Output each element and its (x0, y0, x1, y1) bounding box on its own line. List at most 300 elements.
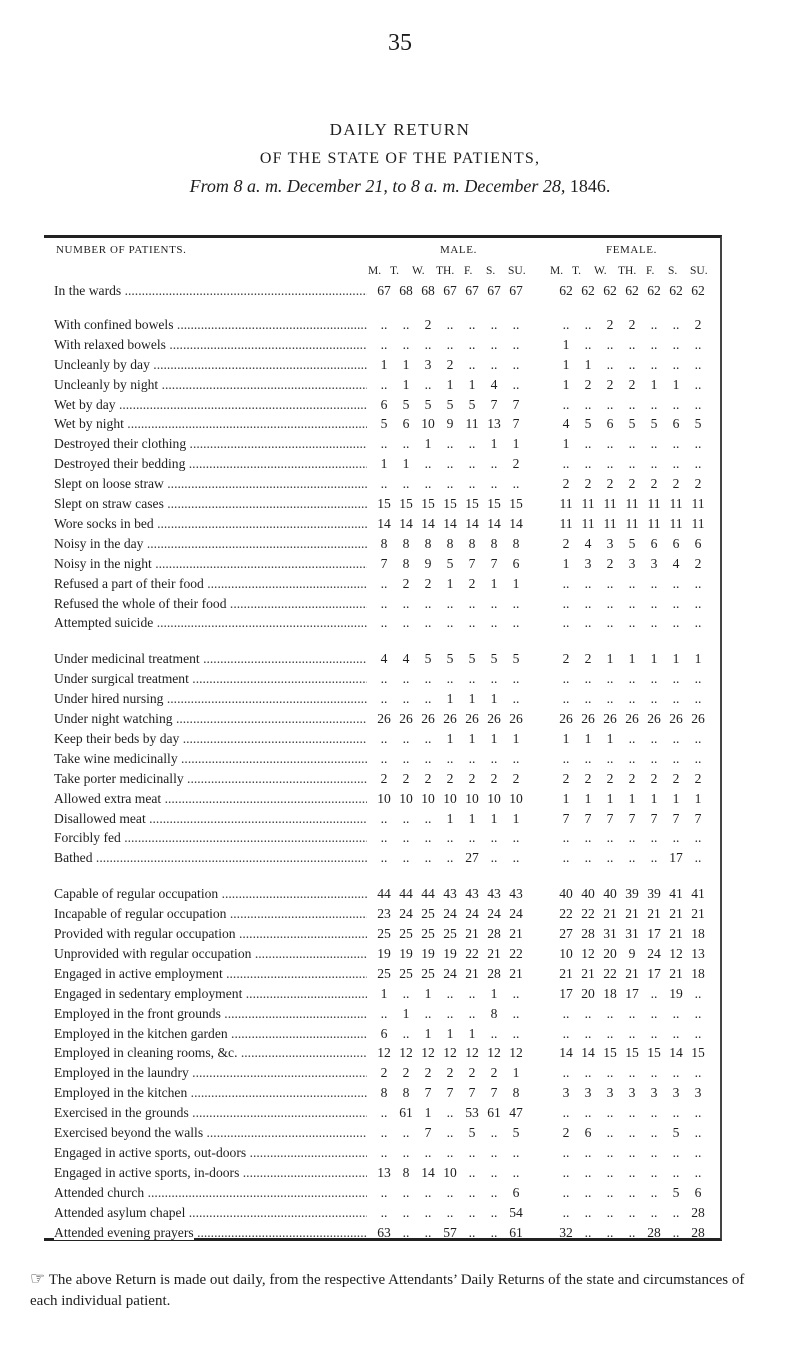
male-cell: 1 (424, 985, 432, 1001)
female-cell: 2 (672, 476, 680, 492)
female-cell: .. (672, 730, 680, 746)
female-cell: 2 (628, 476, 636, 492)
male-cell: 7 (512, 416, 520, 432)
male-cell: 1 (402, 456, 410, 472)
female-cell: 31 (603, 926, 617, 941)
male-day-header: SU. (508, 265, 526, 277)
row-label: Refused the whole of their food (54, 595, 227, 611)
female-cell: .. (584, 830, 592, 846)
female-cell: .. (606, 1144, 614, 1160)
female-cell: .. (584, 615, 592, 631)
female-cell: 1 (562, 336, 570, 352)
male-cell: .. (446, 830, 454, 846)
female-cell: 1 (584, 730, 592, 746)
female-cell: .. (584, 1164, 592, 1180)
male-cell: 24 (399, 906, 413, 922)
title-daily-return: DAILY RETURN (329, 120, 471, 139)
male-cell: 26 (421, 711, 435, 726)
female-cell: .. (694, 615, 702, 631)
female-cell: .. (606, 750, 614, 766)
female-cell: .. (650, 436, 658, 452)
male-cell: .. (468, 595, 476, 611)
male-cell: 1 (512, 1065, 520, 1081)
male-cell: 8 (424, 535, 432, 551)
male-cell: 26 (509, 711, 523, 726)
female-cell: .. (672, 356, 680, 372)
female-cell: 2 (628, 316, 636, 332)
female-cell: .. (672, 750, 680, 766)
female-cell: .. (584, 396, 592, 412)
female-cell: .. (628, 691, 636, 707)
male-cell: 3 (424, 356, 432, 372)
female-cell: 3 (628, 1085, 636, 1101)
male-cell: 8 (402, 1085, 410, 1101)
row-label: Noisy in the day (54, 535, 144, 551)
female-cell: .. (562, 1204, 570, 1220)
male-cell: .. (512, 336, 520, 352)
male-cell: .. (402, 595, 410, 611)
male-cell: .. (380, 1125, 388, 1140)
female-cell: 3 (606, 1085, 614, 1101)
male-cell: 8 (402, 1164, 410, 1180)
male-cell: 12 (421, 1045, 435, 1061)
male-cell: 1 (446, 1025, 454, 1041)
male-cell: 8 (468, 535, 476, 551)
female-cell: .. (672, 1144, 680, 1160)
male-cell: .. (512, 595, 520, 611)
female-cell: 2 (562, 770, 570, 786)
male-cell: .. (468, 316, 476, 332)
female-cell: .. (672, 691, 680, 707)
female-cell: .. (694, 1144, 702, 1160)
female-cell: 3 (584, 555, 592, 571)
male-cell: .. (446, 1105, 454, 1121)
male-cell: .. (424, 456, 432, 472)
male-cell: .. (512, 691, 520, 707)
male-cell: .. (490, 830, 498, 846)
female-cell: .. (584, 691, 592, 707)
male-cell: 7 (490, 1085, 498, 1101)
female-cell: .. (650, 1025, 658, 1041)
female-cell: .. (584, 575, 592, 591)
title-state-of-patients: OF THE STATE OF THE PATIENTS, (259, 150, 541, 167)
male-cell: .. (490, 750, 498, 766)
row-label: Attended asylum chapel (54, 1204, 186, 1220)
male-cell: 2 (380, 770, 388, 786)
male-cell: .. (424, 730, 432, 746)
male-cell: 2 (424, 1065, 432, 1081)
female-cell: 22 (559, 906, 573, 922)
male-cell: 15 (465, 496, 479, 511)
female-cell: 15 (647, 1045, 661, 1061)
male-cell: .. (446, 750, 454, 766)
female-cell: 5 (650, 416, 658, 432)
female-cell: 14 (581, 1045, 595, 1061)
female-cell: .. (606, 691, 614, 707)
female-cell: 7 (672, 810, 680, 826)
female-cell: 2 (650, 770, 658, 786)
male-cell: .. (424, 1184, 432, 1200)
row-label: Engaged in active sports, in-doors (54, 1164, 240, 1180)
male-cell: .. (490, 1125, 498, 1140)
female-day-header: S. (668, 265, 678, 277)
female-cell: 1 (606, 651, 614, 667)
female-cell: .. (672, 1025, 680, 1041)
female-cell: .. (628, 356, 636, 372)
female-cell: .. (694, 376, 702, 392)
female-cell: .. (584, 850, 592, 866)
male-cell: 1 (446, 730, 454, 746)
male-cell: 4 (402, 651, 410, 667)
male-cell: 14 (443, 515, 457, 531)
female-cell: .. (628, 1224, 636, 1240)
male-cell: .. (468, 1184, 476, 1200)
female-cell: 5 (694, 416, 702, 432)
female-cell: .. (562, 850, 570, 866)
male-cell: .. (446, 671, 454, 687)
female-cell: 20 (581, 985, 595, 1001)
female-cell: 11 (691, 515, 705, 531)
male-cell: 54 (509, 1204, 523, 1220)
male-cell: 25 (421, 965, 435, 981)
male-cell: 1 (512, 730, 520, 746)
female-cell: .. (606, 336, 614, 352)
female-cell: 21 (669, 926, 683, 941)
male-cell: 10 (443, 790, 457, 806)
row-label: Keep their beds by day (54, 730, 180, 746)
female-cell: 2 (562, 1125, 570, 1140)
male-cell: .. (424, 476, 432, 492)
female-cell: 7 (628, 810, 636, 826)
male-cell: 14 (465, 515, 479, 531)
male-cell: 43 (443, 886, 457, 902)
female-cell: 2 (606, 555, 614, 571)
male-cell: 24 (487, 906, 501, 922)
female-cell: .. (628, 1164, 636, 1180)
row-label: Engaged in active employment (54, 965, 223, 981)
female-cell: .. (672, 1164, 680, 1180)
male-cell: 6 (380, 1025, 388, 1041)
female-cell: 7 (650, 810, 658, 826)
male-cell: .. (468, 476, 476, 492)
male-cell: 25 (399, 965, 413, 981)
row-label: Uncleanly by night (54, 376, 159, 392)
male-cell: 10 (487, 790, 501, 806)
male-cell: .. (512, 750, 520, 766)
male-cell: 8 (380, 1085, 388, 1101)
male-day-header: W. (412, 265, 425, 277)
male-cell: .. (446, 615, 454, 631)
female-cell: .. (628, 830, 636, 846)
female-cell: 21 (625, 906, 639, 922)
date-end: 8 a. m. December 28, (410, 176, 566, 196)
female-cell: .. (650, 750, 658, 766)
female-cell: .. (672, 1065, 680, 1081)
header-male: MALE. (440, 244, 477, 256)
female-cell: .. (672, 436, 680, 452)
female-cell: .. (562, 830, 570, 846)
female-cell: .. (694, 356, 702, 372)
female-cell: .. (606, 436, 614, 452)
female-cell: 7 (694, 810, 702, 826)
row-label: Wet by day (54, 396, 116, 412)
female-cell: 2 (584, 770, 592, 786)
male-cell: .. (424, 1144, 432, 1160)
male-cell: .. (490, 1164, 498, 1180)
male-cell: .. (402, 615, 410, 631)
female-cell: .. (628, 1105, 636, 1121)
female-cell: 26 (581, 711, 595, 726)
female-cell: .. (584, 1144, 592, 1160)
male-cell: 44 (399, 886, 413, 902)
female-cell: .. (562, 1065, 570, 1081)
female-cell: 62 (603, 283, 617, 298)
female-cell: .. (672, 396, 680, 412)
male-cell: 1 (446, 691, 454, 707)
female-cell: .. (694, 1025, 702, 1041)
female-cell: .. (650, 595, 658, 611)
row-label: Uncleanly by day (54, 356, 150, 372)
male-cell: 15 (421, 496, 435, 511)
male-cell: 25 (377, 926, 391, 941)
male-cell: 13 (487, 416, 501, 432)
male-cell: .. (380, 671, 388, 687)
male-cell: .. (512, 1144, 520, 1160)
row-label: With relaxed bowels (54, 336, 166, 352)
male-cell: .. (402, 750, 410, 766)
female-cell: .. (628, 1025, 636, 1041)
female-cell: .. (584, 1025, 592, 1041)
female-cell: 2 (694, 476, 702, 492)
female-cell: .. (606, 356, 614, 372)
female-cell: .. (584, 1065, 592, 1081)
male-cell: 67 (487, 283, 501, 298)
male-cell: 2 (490, 1065, 498, 1081)
male-cell: .. (380, 750, 388, 766)
male-cell: 13 (377, 1164, 391, 1180)
male-cell: .. (446, 850, 454, 866)
female-cell: .. (628, 595, 636, 611)
male-cell: 7 (380, 555, 388, 571)
male-cell: .. (468, 985, 476, 1001)
female-cell: 9 (628, 945, 636, 961)
female-cell: .. (672, 575, 680, 591)
male-cell: 61 (509, 1224, 523, 1240)
female-cell: 13 (691, 945, 705, 961)
row-label: Employed in cleaning rooms, &c. (54, 1045, 238, 1061)
female-cell: .. (562, 615, 570, 631)
row-label: Attended church (54, 1184, 145, 1200)
female-cell: .. (650, 1144, 658, 1160)
female-cell: 6 (650, 535, 658, 551)
female-cell: .. (694, 750, 702, 766)
female-cell: 21 (625, 965, 639, 981)
header-number-of-patients: NUMBER OF PATIENTS. (56, 244, 187, 256)
male-cell: .. (402, 336, 410, 352)
page-number: 35 (388, 30, 412, 56)
male-cell: .. (446, 1144, 454, 1160)
male-cell: 23 (377, 906, 391, 922)
male-cell: .. (446, 336, 454, 352)
male-cell: .. (468, 456, 476, 472)
male-cell: 8 (512, 1085, 520, 1101)
male-cell: 6 (402, 416, 410, 432)
male-cell: 57 (443, 1224, 457, 1240)
female-cell: .. (606, 1105, 614, 1121)
male-cell: 26 (465, 711, 479, 726)
female-cell: .. (694, 336, 702, 352)
male-cell: 25 (443, 926, 457, 941)
male-cell: 5 (446, 396, 454, 412)
female-cell: .. (606, 456, 614, 472)
female-cell: 21 (603, 906, 617, 922)
row-label: Exercised in the grounds (54, 1105, 189, 1121)
female-cell: .. (584, 671, 592, 687)
female-cell: .. (650, 456, 658, 472)
male-cell: .. (468, 336, 476, 352)
female-cell: .. (672, 456, 680, 472)
female-cell: 6 (694, 1184, 702, 1200)
male-cell: 67 (509, 283, 523, 298)
male-cell: 5 (468, 396, 476, 412)
male-cell: 1 (490, 575, 498, 591)
female-cell: 62 (559, 283, 573, 298)
male-cell: .. (490, 850, 498, 866)
male-cell: 1 (402, 1005, 410, 1021)
male-cell: 1 (468, 376, 476, 392)
male-cell: 12 (377, 1045, 391, 1061)
male-cell: 19 (399, 945, 413, 961)
female-cell: 1 (606, 790, 614, 806)
female-cell: 6 (694, 535, 702, 551)
male-cell: 8 (402, 555, 410, 571)
female-cell: 1 (650, 790, 658, 806)
male-cell: 5 (468, 1125, 476, 1140)
male-cell: 24 (509, 906, 523, 922)
male-cell: .. (380, 436, 388, 452)
male-cell: 2 (402, 1065, 410, 1081)
row-label: With confined bowels (54, 316, 174, 332)
female-cell: .. (606, 671, 614, 687)
male-cell: .. (490, 356, 498, 372)
male-cell: 67 (465, 283, 479, 298)
male-cell: .. (446, 1125, 454, 1140)
female-cell: 17 (647, 965, 661, 981)
female-cell: 18 (691, 965, 705, 981)
female-cell: .. (694, 830, 702, 846)
male-cell: .. (402, 316, 410, 332)
male-cell: .. (468, 356, 476, 372)
female-cell: .. (672, 1005, 680, 1021)
female-cell: 26 (669, 711, 683, 726)
female-cell: .. (694, 595, 702, 611)
male-cell: .. (380, 615, 388, 631)
female-cell: 11 (647, 515, 661, 531)
female-cell: 62 (625, 283, 639, 298)
row-label: Employed in the kitchen (54, 1085, 188, 1101)
male-cell: 5 (402, 396, 410, 412)
male-cell: 2 (512, 456, 520, 472)
male-cell: 43 (509, 886, 523, 902)
male-cell: 2 (424, 575, 432, 591)
female-cell: 2 (584, 376, 592, 392)
male-cell: 1 (446, 810, 454, 826)
male-cell: 26 (377, 711, 391, 726)
female-cell: 26 (603, 711, 617, 726)
male-cell: .. (468, 1144, 476, 1160)
male-cell: 7 (512, 396, 520, 412)
male-cell: 25 (421, 926, 435, 941)
male-cell: 7 (468, 555, 476, 571)
male-cell: 14 (399, 515, 413, 531)
female-cell: .. (628, 1005, 636, 1021)
male-cell: 63 (377, 1224, 391, 1240)
male-cell: 1 (468, 1025, 476, 1041)
female-cell: .. (694, 575, 702, 591)
male-cell: 68 (399, 283, 413, 298)
female-day-header: W. (594, 265, 607, 277)
male-cell: .. (424, 750, 432, 766)
male-cell: 4 (490, 376, 498, 392)
female-cell: .. (650, 730, 658, 746)
male-cell: 24 (443, 965, 457, 981)
female-cell: .. (650, 356, 658, 372)
female-cell: 2 (628, 770, 636, 786)
male-cell: .. (446, 476, 454, 492)
female-cell: .. (584, 1105, 592, 1121)
female-cell: .. (650, 1164, 658, 1180)
male-cell: .. (424, 1204, 432, 1220)
female-cell: 2 (628, 376, 636, 392)
female-cell: .. (694, 691, 702, 707)
male-cell: .. (424, 830, 432, 846)
female-cell: .. (628, 456, 636, 472)
female-cell: 1 (606, 730, 614, 746)
male-cell: 1 (468, 810, 476, 826)
male-cell: .. (380, 1144, 388, 1160)
row-label: Employed in the laundry (54, 1065, 189, 1081)
male-cell: .. (512, 615, 520, 631)
male-cell: 1 (402, 356, 410, 372)
male-cell: 10 (399, 790, 413, 806)
male-cell: 19 (377, 945, 391, 961)
female-cell: 28 (691, 1204, 705, 1220)
row-label: Under surgical treatment (54, 671, 189, 687)
male-cell: .. (512, 1164, 520, 1180)
male-cell: 8 (490, 1005, 498, 1021)
female-cell: .. (606, 396, 614, 412)
female-cell: 12 (669, 945, 683, 961)
female-cell: 41 (669, 886, 683, 902)
male-cell: 12 (487, 1045, 501, 1061)
male-cell: .. (380, 1184, 388, 1200)
male-cell: .. (402, 1184, 410, 1200)
female-cell: 1 (694, 651, 702, 667)
row-label: Attempted suicide (54, 615, 154, 631)
female-cell: 21 (669, 965, 683, 981)
male-cell: .. (468, 615, 476, 631)
female-cell: .. (628, 575, 636, 591)
row-label: Engaged in active sports, out-doors (54, 1144, 247, 1160)
female-cell: .. (694, 456, 702, 472)
male-cell: 11 (465, 416, 479, 432)
female-cell: 3 (650, 1085, 658, 1101)
female-cell: .. (694, 1065, 702, 1081)
female-cell: .. (628, 336, 636, 352)
male-cell: 2 (468, 1065, 476, 1081)
male-cell: 6 (512, 1184, 520, 1200)
female-cell: .. (562, 750, 570, 766)
